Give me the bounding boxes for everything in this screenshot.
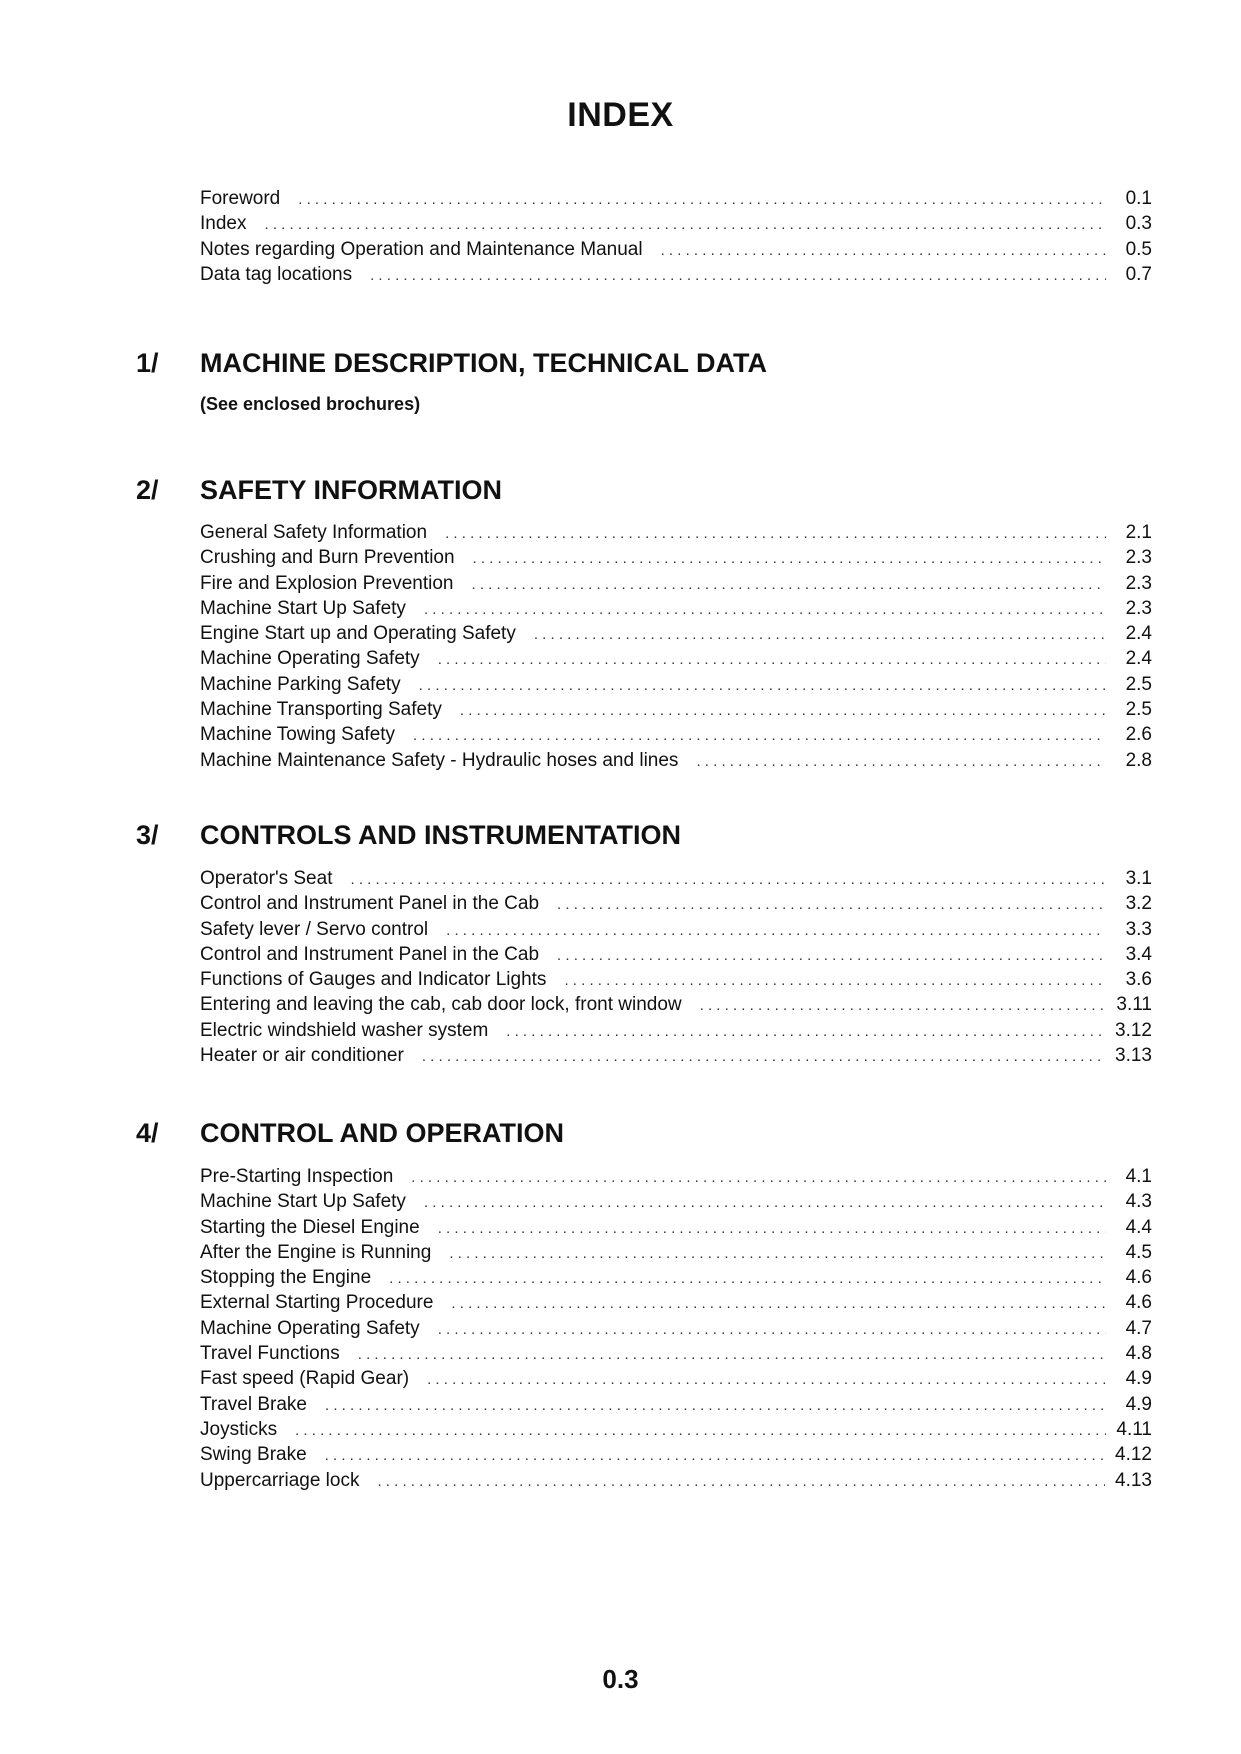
toc-entry-page: 2.3 (1125, 547, 1152, 569)
toc-entry-label: Machine Start Up Safety (200, 1191, 406, 1213)
toc-entry (200, 1215, 1152, 1240)
toc-entry-page: 3.2 (1125, 893, 1152, 915)
dot-leader (358, 1342, 1106, 1367)
toc-entry-page: 3.4 (1125, 943, 1152, 965)
toc-entry-page: 4.7 (1125, 1317, 1152, 1339)
toc-entry (200, 748, 1152, 773)
dot-leader (419, 673, 1106, 698)
toc-entry (200, 1341, 1152, 1366)
section-subtitle: (See enclosed brochures) (200, 394, 421, 414)
toc-entry (200, 646, 1152, 671)
section-2-list (200, 520, 1152, 773)
toc-entry-label: Machine Operating Safety (200, 648, 420, 670)
dot-leader (264, 212, 1106, 237)
toc-entry (200, 1189, 1152, 1214)
dot-leader (370, 263, 1106, 288)
dot-leader (424, 1190, 1106, 1215)
toc-entry-page: 4.5 (1125, 1241, 1152, 1263)
toc-entry-label: Operator's Seat (200, 868, 333, 889)
toc-entry-page: 4.4 (1125, 1216, 1152, 1238)
toc-entry-label: Starting the Diesel Engine (200, 1216, 420, 1238)
dot-leader (350, 867, 1106, 892)
toc-entry (200, 596, 1152, 621)
dot-leader (298, 187, 1106, 212)
dot-leader (460, 698, 1106, 723)
toc-entry (200, 722, 1152, 747)
dot-leader (557, 892, 1106, 917)
dot-leader (473, 546, 1106, 571)
toc-entry (200, 942, 1152, 967)
toc-entry-label: Fire and Explosion Prevention (200, 572, 454, 594)
toc-entry (200, 1417, 1152, 1442)
dot-leader (438, 1216, 1106, 1241)
toc-entry-label: Uppercarriage lock (200, 1469, 360, 1491)
dot-leader (377, 1469, 1105, 1494)
toc-entry (200, 545, 1152, 570)
toc-entry (200, 262, 1152, 287)
toc-entry (200, 1043, 1152, 1068)
toc-entry (200, 237, 1152, 262)
toc-entry-page: 2.3 (1125, 597, 1152, 619)
toc-entry-page: 3.3 (1125, 918, 1152, 940)
toc-entry-page: 4.11 (1116, 1418, 1152, 1440)
dot-leader (471, 572, 1106, 597)
toc-entry-label: Machine Start Up Safety (200, 597, 406, 619)
dot-leader (451, 1291, 1106, 1316)
toc-entry-page: 2.1 (1125, 522, 1152, 543)
toc-entry-label: External Starting Procedure (200, 1292, 434, 1314)
toc-entry (200, 697, 1152, 722)
toc-entry (200, 1265, 1152, 1290)
dot-leader (295, 1418, 1106, 1443)
toc-entry (200, 1240, 1152, 1265)
toc-entry-label: Heater or air conditioner (200, 1045, 404, 1067)
toc-entry-label: Electric windshield washer system (200, 1019, 489, 1041)
toc-entry (200, 1290, 1152, 1315)
toc-entry-label: Travel Brake (200, 1393, 307, 1415)
toc-entry-label: Foreword (200, 188, 281, 209)
toc-entry-page: 2.4 (1125, 623, 1152, 645)
section-title: SAFETY INFORMATION (200, 475, 502, 505)
toc-entry-page: 2.5 (1125, 673, 1152, 695)
toc-entry (200, 992, 1152, 1017)
toc-entry-page: 2.5 (1125, 699, 1152, 721)
dot-leader (438, 1317, 1106, 1342)
toc-entry-label: Control and Instrument Panel in the Cab (200, 893, 540, 915)
toc-entry-page: 2.4 (1125, 648, 1152, 670)
toc-entry-label: Entering and leaving the cab, cab door lock, front window (200, 994, 682, 1016)
section-number: 2/ (136, 475, 159, 505)
toc-entry-label: Machine Towing Safety (200, 724, 396, 746)
toc-entry-label: Fast speed (Rapid Gear) (200, 1368, 410, 1390)
toc-entry-label: Crushing and Burn Prevention (200, 547, 455, 569)
toc-entry-label: Stopping the Engine (200, 1267, 372, 1289)
dot-leader (446, 918, 1106, 943)
toc-entry (200, 866, 1152, 891)
section-title: CONTROLS AND INSTRUMENTATION (200, 820, 681, 850)
toc-entry-page: 4.9 (1125, 1368, 1152, 1390)
dot-leader (413, 723, 1106, 748)
dot-leader (557, 943, 1106, 968)
toc-entry (200, 672, 1152, 697)
toc-entry (200, 1442, 1152, 1467)
section-number: 1/ (136, 348, 159, 378)
toc-entry-label: Swing Brake (200, 1444, 307, 1466)
dot-leader (424, 597, 1106, 622)
toc-entry-page: 3.6 (1125, 969, 1152, 991)
dot-leader (696, 749, 1106, 774)
toc-entry-label: Joysticks (200, 1418, 278, 1440)
section-number: 3/ (136, 820, 159, 850)
toc-entry (200, 1468, 1152, 1493)
toc-entry-page: 4.12 (1115, 1444, 1152, 1466)
toc-entry-page: 0.1 (1125, 188, 1152, 209)
toc-entry (200, 1316, 1152, 1341)
toc-entry (200, 211, 1152, 236)
toc-entry-label: Engine Start up and Operating Safety (200, 623, 516, 645)
dot-leader (411, 1165, 1106, 1190)
toc-entry-label: Machine Maintenance Safety - Hydraulic hoses and lines (200, 749, 679, 771)
dot-leader (438, 647, 1106, 672)
toc-entry-label: Control and Instrument Panel in the Cab (200, 943, 540, 965)
toc-entry-label: Index (200, 213, 247, 235)
front-matter-list (200, 186, 1152, 287)
toc-entry-page: 4.9 (1125, 1393, 1152, 1415)
dot-leader (325, 1443, 1105, 1468)
toc-entry (200, 1366, 1152, 1391)
toc-entry (200, 520, 1152, 545)
toc-entry-page: 3.12 (1115, 1019, 1152, 1041)
dot-leader (534, 622, 1106, 647)
dot-leader (427, 1367, 1106, 1392)
toc-entry-label: Machine Transporting Safety (200, 699, 442, 721)
dot-leader (661, 238, 1106, 263)
toc-entry-page: 0.7 (1125, 263, 1152, 285)
toc-entry-label: General Safety Information (200, 522, 428, 543)
toc-entry (200, 621, 1152, 646)
section-4-list (200, 1164, 1152, 1493)
toc-entry-page: 4.13 (1115, 1469, 1152, 1491)
dot-leader (506, 1019, 1105, 1044)
toc-entry (200, 967, 1152, 992)
toc-entry (200, 1164, 1152, 1189)
toc-entry (200, 186, 1152, 211)
dot-leader (389, 1266, 1106, 1291)
dot-leader (449, 1241, 1106, 1266)
dot-leader (564, 968, 1106, 993)
toc-entry-page: 4.3 (1125, 1191, 1152, 1213)
toc-entry-page: 3.13 (1115, 1045, 1152, 1067)
toc-entry-label: Notes regarding Operation and Maintenance Manual (200, 238, 643, 260)
toc-entry-page: 3.11 (1116, 994, 1152, 1016)
toc-entry-page: 2.8 (1125, 749, 1152, 771)
toc-entry-page: 4.8 (1125, 1343, 1152, 1365)
section-number: 4/ (136, 1118, 159, 1148)
section-title: CONTROL AND OPERATION (200, 1118, 564, 1148)
toc-entry-page: 0.3 (1125, 213, 1152, 235)
toc-entry-label: After the Engine is Running (200, 1241, 432, 1263)
toc-entry (200, 571, 1152, 596)
toc-entry (200, 917, 1152, 942)
toc-entry-label: Travel Functions (200, 1343, 340, 1365)
toc-entry (200, 891, 1152, 916)
toc-entry (200, 1018, 1152, 1043)
toc-entry-label: Data tag locations (200, 263, 353, 285)
dot-leader (422, 1044, 1105, 1069)
toc-entry-page: 4.1 (1125, 1166, 1152, 1187)
page-number: 0.3 (602, 1664, 639, 1694)
toc-entry-label: Machine Operating Safety (200, 1317, 420, 1339)
dot-leader (325, 1393, 1106, 1418)
toc-entry-page: 0.5 (1125, 238, 1152, 260)
section-3-list (200, 866, 1152, 1068)
toc-entry-page: 3.1 (1125, 868, 1152, 889)
toc-entry-page: 2.6 (1125, 724, 1152, 746)
section-title: MACHINE DESCRIPTION, TECHNICAL DATA (200, 348, 767, 378)
toc-entry-page: 2.3 (1125, 572, 1152, 594)
dot-leader (700, 993, 1106, 1018)
page-title: INDEX (567, 96, 674, 134)
toc-entry-label: Pre-Starting Inspection (200, 1166, 394, 1187)
toc-entry-label: Safety lever / Servo control (200, 918, 429, 940)
toc-entry-page: 4.6 (1125, 1292, 1152, 1314)
toc-entry-label: Machine Parking Safety (200, 673, 401, 695)
toc-entry-label: Functions of Gauges and Indicator Lights (200, 969, 547, 991)
toc-entry (200, 1392, 1152, 1417)
toc-entry-page: 4.6 (1125, 1267, 1152, 1289)
dot-leader (445, 521, 1106, 546)
